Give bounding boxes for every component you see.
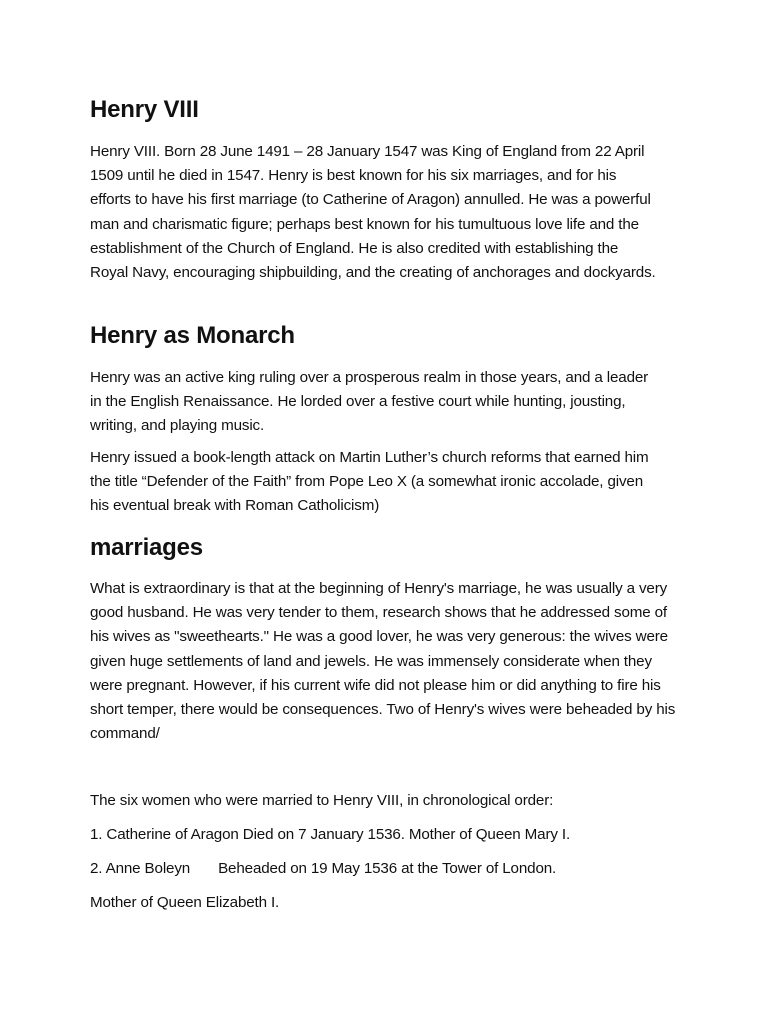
monarch-paragraph-2: Henry issued a book-length attack on Martin Luther’s church reforms that earned him the title “Defender of the Faith” from Pope Leo X (a somewhat ironic accolade, given his eventual break with Roman Catholicism) [90,449,649,515]
page-title: Henry VIII [90,96,199,123]
six-women-intro: The six women who were married to Henry VIII, in chronological order: [90,792,554,809]
intro-paragraph: Henry VIII. Born 28 June 1491 – 28 January 1547 was King of England from 22 April 1509 until he died in 1547. Henry is best known for his six marriages, and for his efforts to have his first marriage (to Catherine of Aragon) annulled. He was a powerful man and charismatic figure; perhaps best known for his tumultuous love life and the establishment of the Church of England. He is also credited with establishing the Royal Navy, encouraging shipbuilding, and the creating of anchorages and dockyards. [90,143,656,282]
section-heading-monarch: Henry as Monarch [90,322,295,349]
wife-2-name: 2. Anne Boleyn [90,860,191,877]
wife-list-item-1: 1. Catherine of Aragon Died on 7 January 1536. Mother of Queen Mary I. [90,826,571,843]
wife-2-note: Mother of Queen Elizabeth I. [90,894,280,911]
monarch-paragraph-1: Henry was an active king ruling over a prosperous realm in those years, and a leader in the English Renaissance. He lorded over a festive court while hunting, jousting, writing, and playing music. [90,369,649,435]
wife-list-item-2 [90,857,680,881]
section-heading-marriages: marriages [90,534,203,561]
wife-2-fate: Beheaded on 19 May 1536 at the Tower of London. [218,860,557,877]
marriages-paragraph: What is extraordinary is that at the beginning of Henry's marriage, he was usually a very good husband. He was very tender to them, research shows that he addressed some of his wives as "sweethearts." He was a good lover, he was very generous: the wives were given huge settlements of land and jewels. He was immensely considerate when they were pregnant. However, if his current wife did not please him or did anything to fire his short temper, there would be consequences. Two of Henry's wives were beheaded by his command/ [90,580,676,743]
